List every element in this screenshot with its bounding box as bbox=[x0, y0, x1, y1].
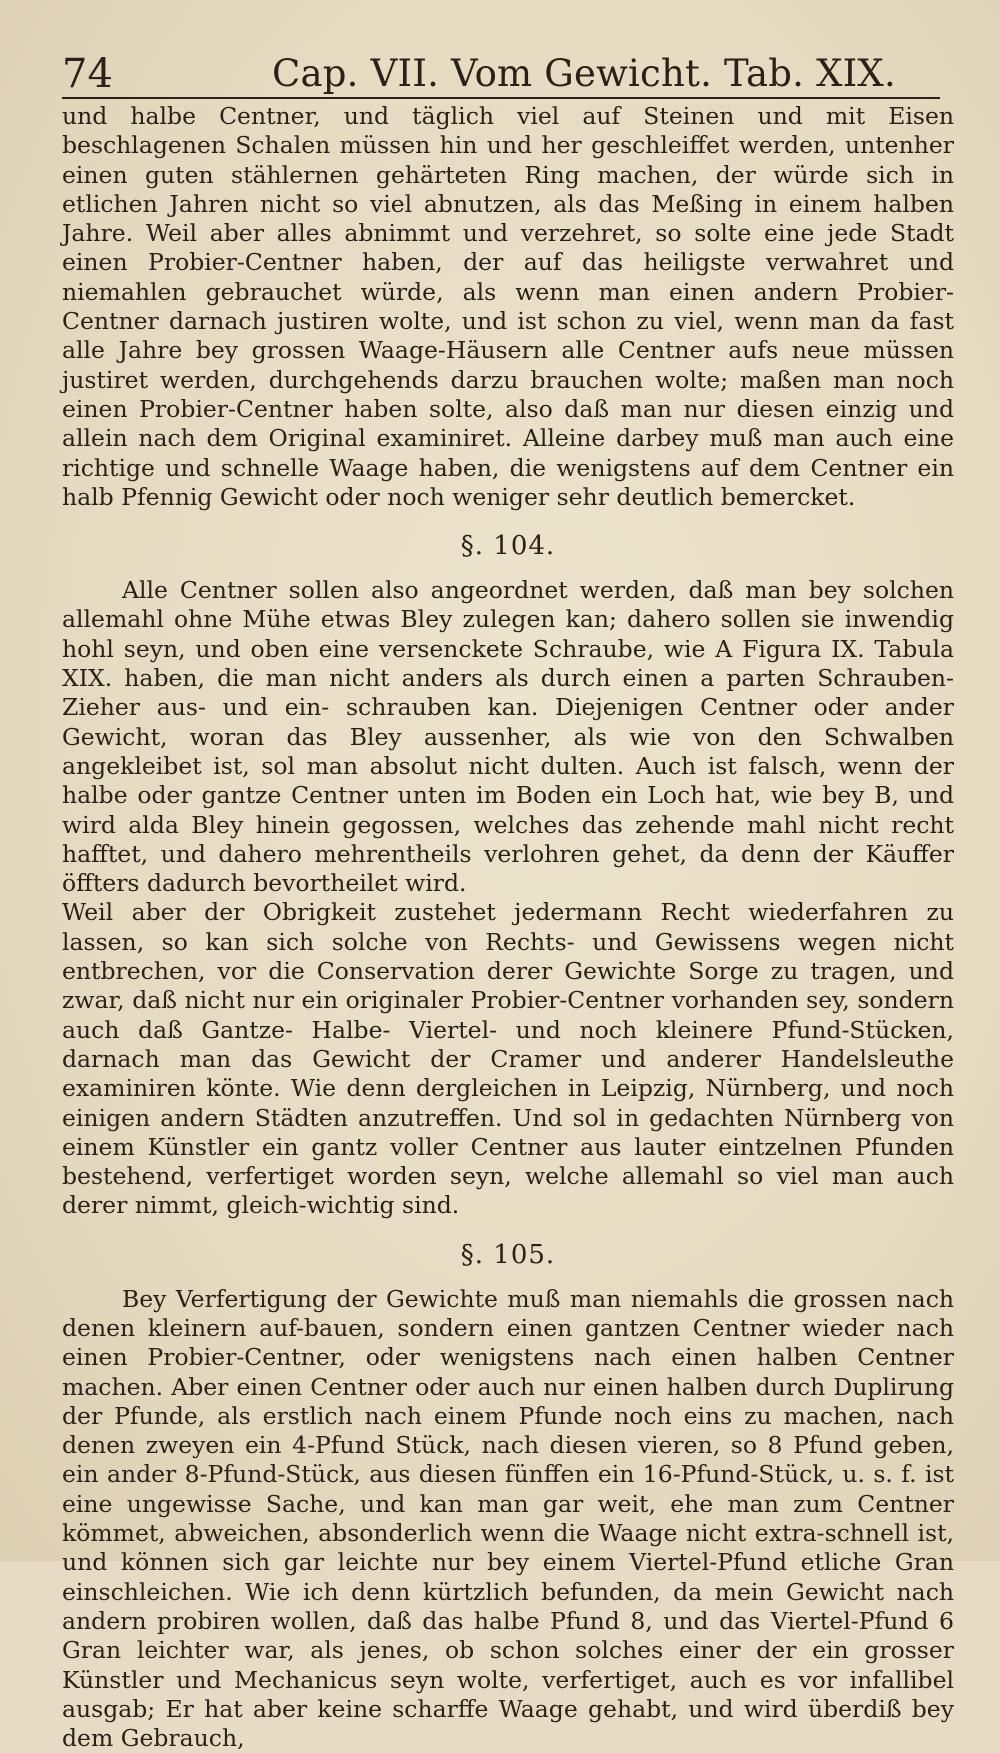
page-number: 74 bbox=[62, 51, 113, 97]
section-heading-104: §. 104. bbox=[460, 531, 556, 562]
section-104-paragraph-2: Weil aber der Obrigkeit zustehet jedermann Recht wiederfahren zu lassen, so kan sich solche von Rechts- und Gewissens wegen nicht entbrechen, vor die Conservation derer Gewichte Sorge zu tragen, und zwar, daß nicht nur ein originaler Probier-Centner vorhanden sey, sondern auch daß Gantze- Halbe- Viertel- und noch kleinere Pfund-Stücken, darnach man das Gewicht der Cramer und anderer Handelsleuthe examiniren könte. Wie denn dergleichen in Leipzig, Nürnberg, und noch einigen andern Städten anzutreffen. Und sol in gedachten Nürnberg von einem Künstler ein gantz voller Centner aus lauter eintzelnen Pfunden bestehend, verfertiget worden seyn, welche allemahl so viel man auch derer nimmt, gleich-wichtig sind. bbox=[62, 898, 954, 1220]
section-105-paragraph-1: Bey Verfertigung der Gewichte muß man niemahls die grossen nach denen kleinern auf-bauen, sondern einen gantzen Centner wieder nach einen Probier-Centner, oder wenigstens nach einen halben Centner machen. Aber einen Centner oder auch nur einen halben durch Duplirung der Pfunde, als erstlich nach einem Pfunde noch eins zu machen, nach denen zweyen ein 4-Pfund Stück, nach diesen vieren, so 8 Pfund geben, ein ander 8-Pfund-Stück, aus diesen fünffen ein 16-Pfund-Stück, u. s. f. ist eine ungewisse Sache, und kan man gar weit, ehe man zum Centner kömmet, abweichen, absonderlich wenn die Waage nicht extra-schnell ist, und können sich gar leichte nur bey einem Viertel-Pfund etliche Gran einschleichen. Wie ich denn kürtzlich befunden, da mein Gewicht nach andern probiren wollen, daß das halbe Pfund 8, und das Viertel-Pfund 6 Gran leichter war, als jenes, ob schon solches einer der ein grosser Künstler und Mechanicus seyn wolte, verfertiget, auch es vor infallibel ausgab; Er hat aber keine scharffe Waage gehabt, und wird überdiß bey dem Gebrauch, bbox=[62, 1284, 954, 1753]
section-heading-105: §. 105. bbox=[460, 1239, 556, 1270]
continued-paragraph: und halbe Centner, und täglich viel auf Steinen und mit Eisen beschlagenen Schalen müssen hin und her geschleiffet werden, untenher einen guten stählernen gehärteten Ring machen, der würde sich in etlichen Jahren nicht so viel abnutzen, als das Meßing in einem halben Jahre. Weil aber alles abnimmt und verzehret, so solte eine jede Stadt einen Probier-Centner haben, der auf das heiligste verwahret und niemahlen gebrauchet würde, als wenn man einen andern Probier-Centner darnach justiren wolte, und ist schon zu viel, wenn man da fast alle Jahre bey grossen Waage-Häusern alle Centner aufs neue müssen justiret werden, durchgehends darzu brauchen wolte; maßen man noch einen Probier-Centner haben solte, also daß man nur diesen einzig und allein nach dem Original examiniret. Alleine darbey muß man auch eine richtige und schnelle Waage haben, die wenigstens auf dem Centner ein halb Pfennig Gewicht oder noch weniger sehr deutlich bemercket. bbox=[62, 102, 954, 511]
header-rule bbox=[62, 97, 940, 99]
running-head: Cap. VII. Vom Gewicht. Tab. XIX. bbox=[272, 52, 896, 95]
page-body bbox=[62, 102, 954, 1753]
page-header bbox=[62, 50, 942, 100]
section-104-paragraph-1: Alle Centner sollen also angeordnet werden, daß man bey solchen allemahl ohne Mühe etwas Bley zulegen kan; dahero sollen sie inwendig hohl seyn, und oben eine versenckete Schraube, wie A Figura IX. Tabula XIX. haben, die man nicht anders als durch einen a parten Schrauben-Zieher aus- und ein- schrauben kan. Diejenigen Centner oder ander Gewicht, woran das Bley aussenher, als wie von den Schwalben angekleibet ist, sol man absolut nicht dulten. Auch ist falsch, wenn der halbe oder gantze Centner unten im Boden ein Loch hat, wie bey B, und wird alda Bley hinein gegossen, welches das zehende mahl nicht recht hafftet, und dahero mehrentheils verlohren gehet, da denn der Käuffer öffters dadurch bevortheilet wird. bbox=[62, 576, 954, 898]
